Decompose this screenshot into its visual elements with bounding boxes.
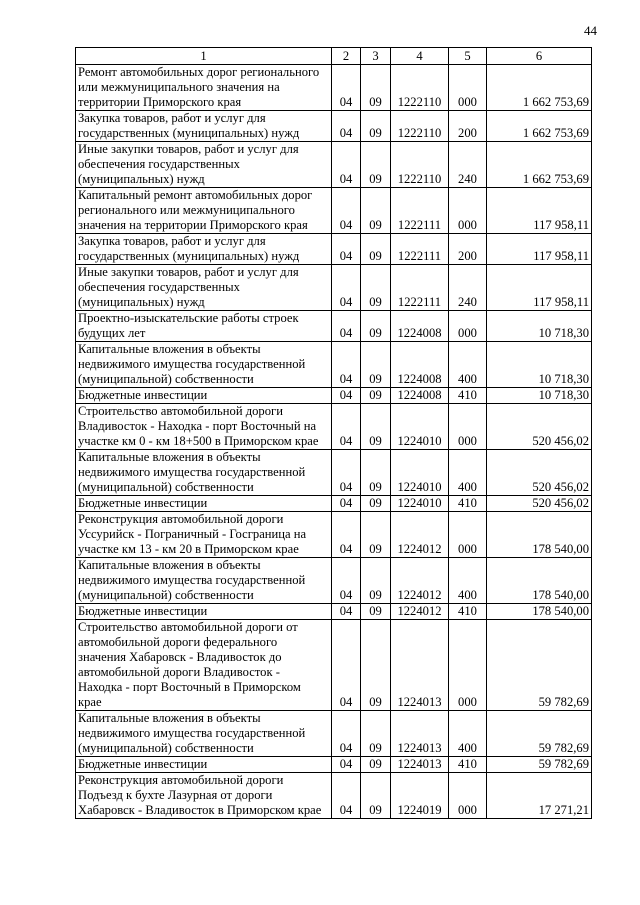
row-name-line: Иные закупки товаров, работ и услуг для xyxy=(78,142,299,156)
row-name-cell xyxy=(76,757,332,773)
target-article-cell: 1222111 xyxy=(391,234,449,265)
row-name-cell xyxy=(76,404,332,450)
section-code-cell: 04 xyxy=(332,711,361,757)
expense-type-cell: 410 xyxy=(449,604,487,620)
expense-type-cell: 400 xyxy=(449,558,487,604)
target-article-cell: 1222111 xyxy=(391,188,449,234)
target-article-cell: 1222110 xyxy=(391,142,449,188)
amount-cell: 520 456,02 xyxy=(487,496,592,512)
table-row xyxy=(76,65,592,111)
amount-cell: 1 662 753,69 xyxy=(487,111,592,142)
row-name-cell xyxy=(76,711,332,757)
row-name-line: будущих лет xyxy=(78,326,146,340)
amount-cell: 59 782,69 xyxy=(487,711,592,757)
row-name-line: Капитальный ремонт автомобильных дорог xyxy=(78,188,313,202)
row-name-line: автомобильной дороги федерального xyxy=(78,635,278,649)
amount-cell: 178 540,00 xyxy=(487,558,592,604)
expense-type-cell: 000 xyxy=(449,512,487,558)
target-article-cell: 1224013 xyxy=(391,711,449,757)
row-name-line: Ремонт автомобильных дорог регионального xyxy=(78,65,320,79)
section-code-cell: 04 xyxy=(332,558,361,604)
expense-type-cell: 000 xyxy=(449,404,487,450)
row-name-line: (муниципальной) собственности xyxy=(78,741,254,755)
row-name-line: крае xyxy=(78,695,102,709)
table-row xyxy=(76,558,592,604)
target-article-cell: 1222110 xyxy=(391,111,449,142)
amount-cell: 1 662 753,69 xyxy=(487,65,592,111)
subsection-code-cell: 09 xyxy=(361,558,391,604)
table-row xyxy=(76,111,592,142)
budget-table-body xyxy=(76,48,592,819)
row-name-line: Капитальные вложения в объекты xyxy=(78,711,261,725)
expense-type-cell: 200 xyxy=(449,111,487,142)
row-name-cell xyxy=(76,450,332,496)
section-code-cell: 04 xyxy=(332,342,361,388)
section-code-cell: 04 xyxy=(332,773,361,819)
row-name-line: Строительство автомобильной дороги от xyxy=(78,620,298,634)
table-row xyxy=(76,773,592,819)
expense-type-cell: 240 xyxy=(449,265,487,311)
row-name-cell xyxy=(76,388,332,404)
expense-type-cell: 000 xyxy=(449,65,487,111)
target-article-cell: 1224012 xyxy=(391,512,449,558)
row-name-line: значения на территории Приморского края xyxy=(78,218,308,232)
row-name-line: государственных (муниципальных) нужд xyxy=(78,249,300,263)
row-name-line: недвижимого имущества государственной xyxy=(78,357,306,371)
target-article-cell: 1224013 xyxy=(391,757,449,773)
row-name-cell xyxy=(76,65,332,111)
section-code-cell: 04 xyxy=(332,142,361,188)
section-code-cell: 04 xyxy=(332,620,361,711)
row-name-line: обеспечения государственных xyxy=(78,157,240,171)
target-article-cell: 1224008 xyxy=(391,342,449,388)
subsection-code-cell: 09 xyxy=(361,773,391,819)
target-article-cell: 1224012 xyxy=(391,558,449,604)
section-code-cell: 04 xyxy=(332,234,361,265)
row-name-line: (муниципальных) нужд xyxy=(78,295,205,309)
target-article-cell: 1224010 xyxy=(391,450,449,496)
row-name-line: Бюджетные инвестиции xyxy=(78,496,208,510)
expense-type-cell: 400 xyxy=(449,711,487,757)
amount-cell: 520 456,02 xyxy=(487,450,592,496)
expense-type-cell: 400 xyxy=(449,450,487,496)
row-name-line: (муниципальной) собственности xyxy=(78,588,254,602)
table-row xyxy=(76,342,592,388)
section-code-cell: 04 xyxy=(332,188,361,234)
section-code-cell: 04 xyxy=(332,388,361,404)
row-name-line: территории Приморского края xyxy=(78,95,242,109)
row-name-line: Хабаровск - Владивосток в Приморском крае xyxy=(78,803,322,817)
expense-type-cell: 400 xyxy=(449,342,487,388)
section-code-cell: 04 xyxy=(332,757,361,773)
row-name-line: Капитальные вложения в объекты xyxy=(78,558,261,572)
row-name-line: Владивосток - Находка - порт Восточный на xyxy=(78,419,317,433)
table-row xyxy=(76,188,592,234)
row-name-line: Закупка товаров, работ и услуг для xyxy=(78,111,266,125)
row-name-cell xyxy=(76,188,332,234)
row-name-cell xyxy=(76,265,332,311)
section-code-cell: 04 xyxy=(332,265,361,311)
amount-cell: 10 718,30 xyxy=(487,311,592,342)
amount-cell: 10 718,30 xyxy=(487,342,592,388)
table-row xyxy=(76,620,592,711)
row-name-cell xyxy=(76,604,332,620)
expense-type-cell: 200 xyxy=(449,234,487,265)
row-name-line: государственных (муниципальных) нужд xyxy=(78,126,300,140)
row-name-line: или межмуниципального значения на xyxy=(78,80,280,94)
subsection-code-cell: 09 xyxy=(361,711,391,757)
subsection-code-cell: 09 xyxy=(361,757,391,773)
table-row xyxy=(76,512,592,558)
row-name-line: Проектно-изыскательские работы строек xyxy=(78,311,299,325)
expense-type-cell: 000 xyxy=(449,620,487,711)
row-name-line: участке км 0 - км 18+500 в Приморском крае xyxy=(78,434,319,448)
row-name-line: Реконструкция автомобильной дороги xyxy=(78,512,284,526)
table-row xyxy=(76,711,592,757)
row-name-line: недвижимого имущества государственной xyxy=(78,726,306,740)
header-cell-expense-type: 5 xyxy=(449,48,487,65)
amount-cell: 59 782,69 xyxy=(487,620,592,711)
header-row xyxy=(76,48,592,65)
row-name-line: Бюджетные инвестиции xyxy=(78,604,208,618)
target-article-cell: 1222110 xyxy=(391,65,449,111)
row-name-cell xyxy=(76,234,332,265)
subsection-code-cell: 09 xyxy=(361,265,391,311)
target-article-cell: 1224008 xyxy=(391,388,449,404)
row-name-cell xyxy=(76,773,332,819)
header-cell-subsection: 3 xyxy=(361,48,391,65)
row-name-line: Иные закупки товаров, работ и услуг для xyxy=(78,265,299,279)
section-code-cell: 04 xyxy=(332,111,361,142)
row-name-line: Реконструкция автомобильной дороги xyxy=(78,773,284,787)
row-name-line: Уссурийск - Пограничный - Госграница на xyxy=(78,527,307,541)
row-name-line: Капитальные вложения в объекты xyxy=(78,342,261,356)
amount-cell: 10 718,30 xyxy=(487,388,592,404)
section-code-cell: 04 xyxy=(332,496,361,512)
subsection-code-cell: 09 xyxy=(361,111,391,142)
target-article-cell: 1222111 xyxy=(391,265,449,311)
header-cell-target-article: 4 xyxy=(391,48,449,65)
target-article-cell: 1224010 xyxy=(391,496,449,512)
subsection-code-cell: 09 xyxy=(361,342,391,388)
subsection-code-cell: 09 xyxy=(361,388,391,404)
table-row xyxy=(76,311,592,342)
amount-cell: 1 662 753,69 xyxy=(487,142,592,188)
subsection-code-cell: 09 xyxy=(361,65,391,111)
row-name-line: Строительство автомобильной дороги xyxy=(78,404,283,418)
row-name-line: Бюджетные инвестиции xyxy=(78,388,208,402)
row-name-line: автомобильной дороги Владивосток - xyxy=(78,665,280,679)
table-row xyxy=(76,450,592,496)
header-cell-name: 1 xyxy=(76,48,332,65)
target-article-cell: 1224013 xyxy=(391,620,449,711)
expense-type-cell: 410 xyxy=(449,496,487,512)
amount-cell: 59 782,69 xyxy=(487,757,592,773)
amount-cell: 178 540,00 xyxy=(487,512,592,558)
subsection-code-cell: 09 xyxy=(361,496,391,512)
subsection-code-cell: 09 xyxy=(361,450,391,496)
row-name-line: недвижимого имущества государственной xyxy=(78,465,306,479)
row-name-line: Капитальные вложения в объекты xyxy=(78,450,261,464)
row-name-line: (муниципальной) собственности xyxy=(78,480,254,494)
amount-cell: 17 271,21 xyxy=(487,773,592,819)
section-code-cell: 04 xyxy=(332,512,361,558)
row-name-line: (муниципальной) собственности xyxy=(78,372,254,386)
subsection-code-cell: 09 xyxy=(361,234,391,265)
expense-type-cell: 410 xyxy=(449,388,487,404)
table-row xyxy=(76,757,592,773)
expense-type-cell: 410 xyxy=(449,757,487,773)
budget-table xyxy=(75,47,592,819)
row-name-line: Подъезд к бухте Лазурная от дороги xyxy=(78,788,273,802)
row-name-line: Находка - порт Восточный в Приморском xyxy=(78,680,301,694)
subsection-code-cell: 09 xyxy=(361,604,391,620)
table-row xyxy=(76,496,592,512)
target-article-cell: 1224010 xyxy=(391,404,449,450)
subsection-code-cell: 09 xyxy=(361,620,391,711)
subsection-code-cell: 09 xyxy=(361,404,391,450)
amount-cell: 178 540,00 xyxy=(487,604,592,620)
table-row xyxy=(76,388,592,404)
row-name-cell xyxy=(76,342,332,388)
row-name-cell xyxy=(76,620,332,711)
subsection-code-cell: 09 xyxy=(361,512,391,558)
table-row xyxy=(76,265,592,311)
amount-cell: 117 958,11 xyxy=(487,188,592,234)
page-number: 44 xyxy=(584,23,597,38)
table-row xyxy=(76,404,592,450)
row-name-cell xyxy=(76,311,332,342)
section-code-cell: 04 xyxy=(332,604,361,620)
expense-type-cell: 000 xyxy=(449,311,487,342)
target-article-cell: 1224012 xyxy=(391,604,449,620)
amount-cell: 520 456,02 xyxy=(487,404,592,450)
row-name-cell xyxy=(76,111,332,142)
table-row xyxy=(76,604,592,620)
subsection-code-cell: 09 xyxy=(361,188,391,234)
row-name-line: участке км 13 - км 20 в Приморском крае xyxy=(78,542,299,556)
amount-cell: 117 958,11 xyxy=(487,234,592,265)
row-name-cell xyxy=(76,142,332,188)
row-name-line: Бюджетные инвестиции xyxy=(78,757,208,771)
target-article-cell: 1224008 xyxy=(391,311,449,342)
table-row xyxy=(76,234,592,265)
row-name-cell xyxy=(76,512,332,558)
subsection-code-cell: 09 xyxy=(361,311,391,342)
section-code-cell: 04 xyxy=(332,65,361,111)
header-cell-amount: 6 xyxy=(487,48,592,65)
row-name-cell xyxy=(76,558,332,604)
amount-cell: 117 958,11 xyxy=(487,265,592,311)
section-code-cell: 04 xyxy=(332,450,361,496)
row-name-line: недвижимого имущества государственной xyxy=(78,573,306,587)
row-name-line: Закупка товаров, работ и услуг для xyxy=(78,234,266,248)
section-code-cell: 04 xyxy=(332,311,361,342)
section-code-cell: 04 xyxy=(332,404,361,450)
table-row xyxy=(76,142,592,188)
row-name-line: регионального или межмуниципального xyxy=(78,203,295,217)
expense-type-cell: 240 xyxy=(449,142,487,188)
expense-type-cell: 000 xyxy=(449,773,487,819)
row-name-line: значения Хабаровск - Владивосток до xyxy=(78,650,282,664)
subsection-code-cell: 09 xyxy=(361,142,391,188)
row-name-line: обеспечения государственных xyxy=(78,280,240,294)
expense-type-cell: 000 xyxy=(449,188,487,234)
header-cell-section: 2 xyxy=(332,48,361,65)
target-article-cell: 1224019 xyxy=(391,773,449,819)
row-name-line: (муниципальных) нужд xyxy=(78,172,205,186)
row-name-cell xyxy=(76,496,332,512)
